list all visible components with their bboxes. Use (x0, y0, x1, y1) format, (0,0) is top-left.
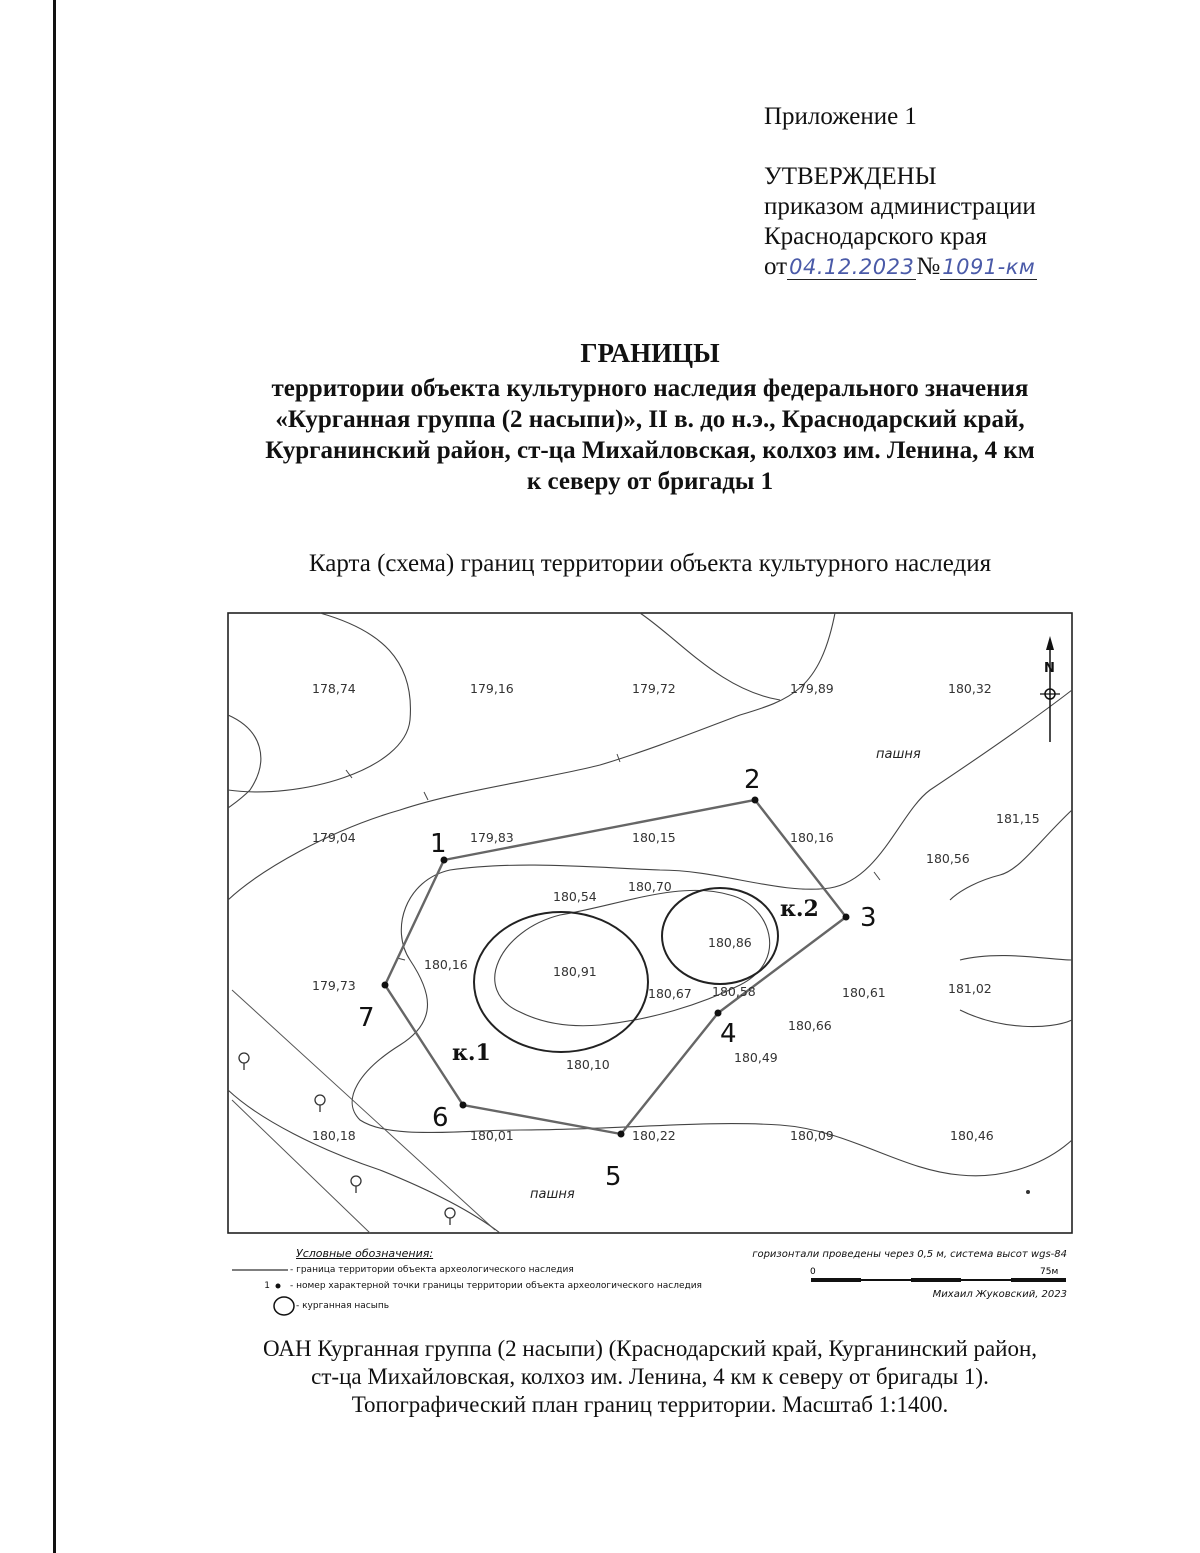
elevation-mark: 179,73 (312, 978, 356, 993)
tree-icon (445, 1208, 455, 1225)
tree-icon (315, 1095, 325, 1112)
legend-title: Условные обозначения: (296, 1247, 434, 1260)
elevation-mark: 179,72 (632, 681, 676, 696)
point-number-label: 1 (430, 829, 447, 859)
mound-symbol (230, 1295, 296, 1317)
elevation-mark: 180,46 (950, 1128, 994, 1143)
map-author: Михаил Жуковский, 2023 (932, 1289, 1067, 1300)
mound-label-k1: к.1 (452, 1040, 491, 1066)
handwritten-date: 04.12.2023 (789, 255, 915, 279)
elevation-mark: 180,86 (708, 935, 752, 950)
legend-point-text: - номер характерной точки границы территории объекта археологического наследия (290, 1281, 702, 1291)
caption-line-1: ОАН Курганная группа (2 насыпи) (Краснодарский край, Курганинский район, (262, 1336, 1038, 1361)
elevation-mark: 181,15 (996, 811, 1040, 826)
title-line-2: «Курганная группа (2 насыпи)», II в. до н.э., Краснодарский край, (275, 406, 1025, 433)
scale-bar (808, 1265, 1070, 1289)
elevation-mark: 180,01 (470, 1128, 514, 1143)
handwritten-number: 1091-км (942, 255, 1036, 279)
elevation-mark: 180,16 (790, 830, 834, 845)
boundary-line-symbol (230, 1265, 290, 1275)
legend-mound-text: - курганная насыпь (296, 1301, 390, 1311)
scale-end: 75м (1040, 1267, 1059, 1277)
north-letter: N (1044, 661, 1055, 676)
map-caption (140, 1335, 1160, 1419)
point-number-label: 7 (358, 1003, 375, 1033)
elevation-mark: 180,10 (566, 1057, 610, 1072)
legend-boundary-text: - граница территории объекта археологического наследия (290, 1265, 574, 1275)
title-line-3: Курганинский район, ст-ца Михайловская, колхоз им. Ленина, 4 км (265, 437, 1035, 464)
tree-icon (351, 1176, 361, 1193)
elevation-mark: 180,09 (790, 1128, 834, 1143)
elevation-mark: 180,58 (712, 984, 756, 999)
legend-row-mound (230, 1295, 389, 1317)
elevation-mark: 180,49 (734, 1050, 778, 1065)
elevation-mark: 181,02 (948, 981, 992, 996)
elevation-mark: 179,83 (470, 830, 514, 845)
boundary-point-7 (382, 982, 389, 989)
order-line-2: Краснодарского края (764, 223, 987, 250)
point-symbol (270, 1281, 290, 1291)
boundary-point-6 (460, 1102, 467, 1109)
elevation-mark: 180,54 (553, 889, 597, 904)
point-number-label: 4 (720, 1019, 737, 1049)
caption-line-3: Топографический план границ территории. Масштаб 1:1400. (351, 1392, 949, 1417)
elevation-mark: 179,04 (312, 830, 356, 845)
legend-point-number: 1 (264, 1281, 270, 1291)
map-legend (230, 1247, 1075, 1317)
legend-row-boundary (230, 1265, 574, 1275)
appendix-label: Приложение 1 (764, 103, 917, 130)
elevation-mark: 180,15 (632, 830, 676, 845)
caption-line-2: ст-ца Михайловская, колхоз им. Ленина, 4 км к северу от бригады 1). (311, 1364, 989, 1389)
elevation-mark: 180,70 (628, 879, 672, 894)
point-number-label: 5 (605, 1162, 622, 1192)
point-number-label: 2 (744, 765, 761, 795)
title-line-1: территории объекта культурного наследия федерального значения (271, 375, 1029, 402)
elevation-mark: 180,22 (632, 1128, 676, 1143)
elevation-mark: 180,18 (312, 1128, 356, 1143)
boundary-point-3 (843, 914, 850, 921)
map-dot (1026, 1190, 1030, 1194)
title-line-4: к северу от бригады 1 (526, 468, 774, 495)
elevation-mark: 180,61 (842, 985, 886, 1000)
order-line-1: приказом администрации (764, 193, 1036, 220)
scale-start: 0 (810, 1267, 816, 1277)
elevation-mark: 178,74 (312, 681, 356, 696)
elevation-mark: 180,91 (553, 964, 597, 979)
contour-note: горизонтали проведены через 0,5 м, система высот wgs-84 (752, 1249, 1067, 1260)
field-label-bottom: пашня (530, 1187, 575, 1202)
field-label-top: пашня (876, 747, 921, 762)
elevation-mark: 180,32 (948, 681, 992, 696)
elevation-mark: 180,66 (788, 1018, 832, 1033)
boundary-point-4 (715, 1010, 722, 1017)
title-main: ГРАНИЦЫ (580, 338, 720, 368)
approved-label: УТВЕРЖДЕНЫ (764, 163, 937, 190)
kurgan-1-mound (474, 912, 648, 1052)
tree-icon (239, 1053, 249, 1070)
point-number-label: 6 (432, 1103, 449, 1133)
legend-row-point (230, 1281, 702, 1291)
mound-label-k2: к.2 (780, 896, 819, 922)
elevation-mark: 180,67 (648, 986, 692, 1001)
north-arrow-icon (1040, 636, 1060, 742)
boundary-point-5 (618, 1131, 625, 1138)
map-title: Карта (схема) границ территории объекта культурного наследия (308, 550, 992, 577)
elevation-marks (312, 681, 1040, 1143)
elevation-mark: 180,16 (424, 957, 468, 972)
date-prefix: от (764, 253, 788, 280)
elevation-mark: 179,89 (790, 681, 834, 696)
elevation-mark: 180,56 (926, 851, 970, 866)
elevation-mark: 179,16 (470, 681, 514, 696)
number-prefix: № (916, 253, 941, 280)
point-number-label: 3 (860, 903, 877, 933)
boundary-point-2 (752, 797, 759, 804)
